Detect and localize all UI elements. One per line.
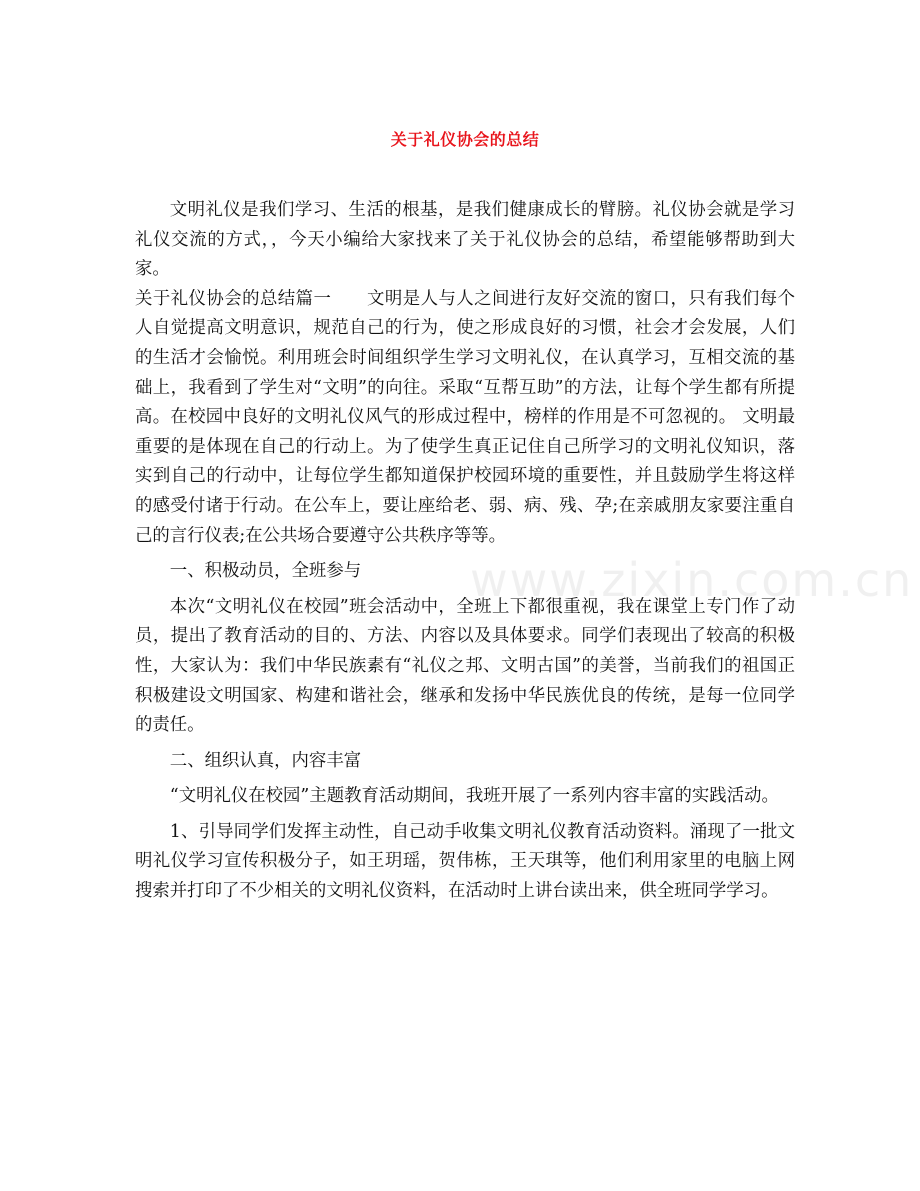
document-body	[135, 196, 795, 907]
mobilize-paragraph: 本次“文明礼仪在校园”班会活动中，全班上下都很重视，我在课堂上专门作了动员，提出了教育活动的目的、方法、内容以及具体要求。同学们表现出了较高的积极性，大家认为：我们中华民族素有“礼仪之邦、文明古国”的美誉，当前我们的祖国正积极建设文明国家、构建和谐社会，继承和发扬中华民族优良的传统，是每一位同学的责任。	[135, 596, 795, 736]
heading-organize: 二、组织认真，内容丰富	[169, 750, 362, 771]
document-title: 关于礼仪协会的总结	[390, 130, 540, 149]
heading-mobilize: 一、积极动员，全班参与	[169, 561, 362, 582]
item-1-paragraph: 1、引导同学们发挥主动性，自己动手收集文明礼仪教育活动资料。涌现了一批文明礼仪学习宣传积极分子，如王玥瑶，贺伟栋，王天琪等，他们利用家里的电脑上网搜索并打印了不少相关的文明礼仪资料，在活动时上讲台读出来，供全班同学学习。	[135, 821, 795, 902]
document-page	[135, 0, 795, 907]
watermark-text: www.zixin.com.cn	[470, 553, 914, 607]
section-paragraph: 关于礼仪协会的总结篇一 文明是人与人之间进行友好交流的窗口，只有我们每个人自觉提高文明意识，规范自己的行为，使之形成良好的习惯，社会才会发展，人们的生活才会愉悦。利用班会时间组织学生学习文明礼仪，在认真学习，互相交流的基础上，我看到了学生对“文明”的向往。采取“互帮互助”的方法，让每个学生都有所提高。在校园中良好的文明礼仪风气的形成过程中，榜样的作用是不可忽视的。 文明最重要的是体现在自己的行动上。为了使学生真正记住自己所学习的文明礼仪知识，落实到自己的行动中，让每位学生都知道保护校园环境的重要性，并且鼓励学生将这样的感受付诸于行动。在公车上，要让座给老、弱、病、残、孕;在亲戚朋友家要注重自己的言行仪表;在公共场合要遵守公共秩序等等。	[135, 288, 795, 546]
organize-paragraph: “文明礼仪在校园”主题教育活动期间，我班开展了一系列内容丰富的实践活动。	[169, 786, 779, 807]
intro-paragraph: 文明礼仪是我们学习、生活的根基，是我们健康成长的臂膀。礼仪协会就是学习礼仪交流的方式，，今天小编给大家找来了关于礼仪协会的总结，希望能够帮助到大家。	[135, 200, 795, 280]
